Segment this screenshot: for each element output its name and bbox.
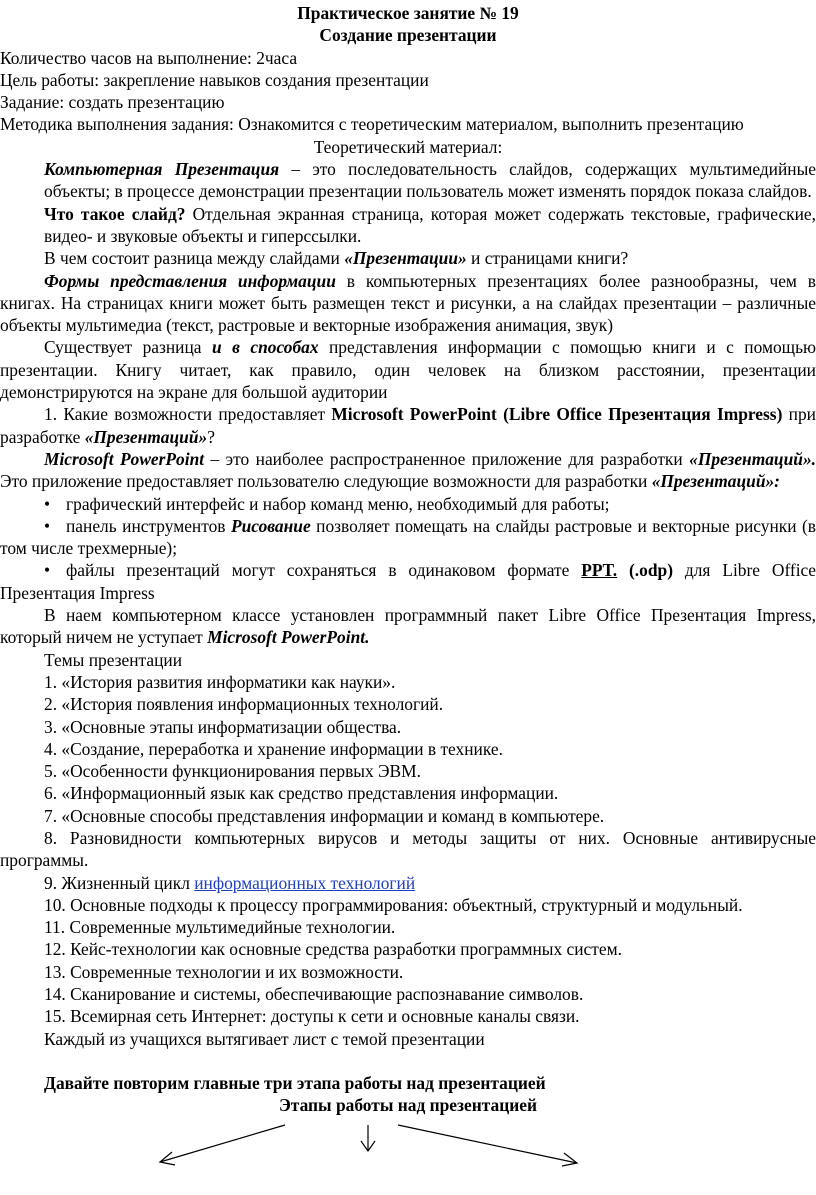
exists-text-2: представления информации с помощью книги и с помощью презентации. Книгу читает, как правило, один человек на близком расстоянии, презентации демонстрируются на экране для большой аудитории — [0, 337, 816, 403]
bullet-text-3a: файлы презентаций могут сохраняться в одинаковом формате — [66, 560, 582, 581]
forms-text: в компьютерных презентациях более разнообразны, чем в книгах. На страницах книги может быть размещен текст и рисунки, а на слайдах презентации – различные объекты мультимедиа (текст, растровые и векторные изображения анимация, звук) — [0, 270, 816, 336]
slide-paragraph — [0, 203, 816, 248]
bullet-text-2b: позволяет помещать на слайды растровые и векторные рисунки (в том числе трехмерные); — [0, 515, 816, 559]
topic-item-11: 11. Современные мультимедийные технологии. — [44, 917, 396, 938]
question-1 — [0, 403, 816, 448]
powerpoint-paragraph — [0, 448, 816, 493]
arrow-right-icon — [398, 1125, 577, 1166]
bullet-item-3 — [0, 559, 816, 604]
powerpoint-text-2: Это приложение предоставляет пользователю следующие возможности для разработки — [0, 471, 652, 492]
powerpoint-term-3: «Презентаций»: — [651, 471, 780, 492]
classroom-text: В наем компьютерном классе установлен программный пакет Libre Office Презентация Impress, который ничем не уступает — [0, 605, 816, 648]
topic-item-15: 15. Всемирная сеть Интернет: доступы к сети и основные каналы связи. — [44, 1006, 580, 1027]
question-1-number: 1. — [44, 404, 64, 425]
slide-question: Что такое слайд? — [44, 203, 186, 224]
definition-text: – это последовательность слайдов, содержащих мультимедийные объекты; в процессе демонстрации презентации пользователь может изменять порядок показа слайдов. — [44, 159, 816, 202]
odp-format: (.odp) — [629, 560, 673, 581]
spacer — [0, 1050, 816, 1072]
topic-item-10: 10. Основные подходы к процессу программирования: объектный, структурный и модульный. — [44, 894, 743, 915]
stages-subheading: Этапы работы над презентацией — [279, 1095, 537, 1116]
page-subtitle: Создание презентации — [319, 25, 497, 46]
bullet-item-2 — [0, 515, 816, 560]
topic-item-5: 5. «Особенности функционирования первых ЭВМ. — [44, 761, 421, 782]
difference-text-1: В чем состоит разница между слайдами — [44, 248, 345, 269]
question-1-text-3: ? — [207, 426, 215, 447]
method-line: Методика выполнения задания: Ознакомится с теоретическим материалом, выполнить презентацию — [0, 114, 744, 135]
powerpoint-term-2: «Презентаций». — [689, 448, 816, 469]
bullet-text-3b: для Libre Office Презентация Impress — [0, 560, 816, 603]
exists-term: и в способах — [212, 337, 319, 358]
arrow-left-icon — [160, 1125, 285, 1165]
powerpoint-text-1: – это наиболее распространенное приложение для разработки — [204, 448, 690, 469]
forms-term: Формы представления информации — [44, 270, 336, 291]
classroom-term: Microsoft PowerPoint. — [207, 627, 370, 648]
exists-paragraph — [0, 336, 816, 403]
bullet-icon: • — [44, 560, 51, 581]
page-title: Практическое занятие № 19 — [297, 3, 519, 23]
arrow-down-icon — [361, 1125, 375, 1151]
question-1-term: Microsoft PowerPoint (Libre Office Презентация Impress) — [331, 404, 783, 425]
topic-item-9 — [0, 872, 816, 894]
question-1-text-1: Какие возможности предоставляет — [63, 404, 332, 425]
stages-heading: Давайте повторим главные три этапа работы над презентацией — [44, 1072, 546, 1093]
exists-text-1: Существует разница — [44, 337, 212, 358]
topics-closing: Каждый из учащихся вытягивает лист с темой презентации — [44, 1028, 485, 1049]
topic-item-12: 12. Кейс-технологии как основные средства разработки программных систем. — [44, 939, 622, 960]
bullet-space — [617, 560, 629, 580]
topic-item-14: 14. Сканирование и системы, обеспечивающие распознавание символов. — [44, 984, 584, 1005]
bullet-icon: • — [44, 493, 51, 514]
topic-item-6: 6. «Информационный язык как средство представления информации. — [44, 783, 559, 804]
topic-item-2: 2. «История появления информационных технологий. — [44, 694, 444, 715]
topics-heading: Темы презентации — [44, 649, 182, 670]
bullet-icon: • — [44, 515, 51, 536]
question-1-text-2: при разработке — [0, 404, 816, 447]
slide-text: Отдельная экранная страница, которая может содержать текстовые, графические, видео- и звуковые объекты и гиперссылки. — [44, 203, 816, 246]
topic-item-4: 4. «Создание, переработка и хранение информации в технике. — [44, 738, 503, 759]
topic-item-8: 8. Разновидности компьютерных вирусов и методы защиты от них. Основные антивирусные программы. — [0, 827, 816, 871]
topic-item-7: 7. «Основные способы представления информации и команд в компьютере. — [44, 805, 605, 826]
topic-item-3: 3. «Основные этапы информатизации общества. — [44, 716, 402, 737]
topic-item-1: 1. «История развития информатики как науки». — [44, 671, 396, 692]
classroom-paragraph — [0, 604, 816, 649]
difference-text-2: и страницами книги? — [466, 248, 629, 269]
forms-paragraph — [0, 270, 816, 337]
bullet-text-1: графический интерфейс и набор команд меню, необходимый для работы; — [66, 493, 610, 514]
difference-question — [0, 247, 816, 269]
definition-paragraph — [0, 158, 816, 203]
stages-arrows — [0, 1120, 816, 1190]
topic-9-link[interactable]: информационных технологий — [194, 872, 416, 893]
topic-9-text: 9. Жизненный цикл — [44, 872, 195, 893]
question-1-term-2: «Презентаций» — [84, 426, 208, 447]
hours-line: Количество часов на выполнение: 2часа — [0, 47, 298, 68]
ppt-format: PPT. — [581, 560, 618, 581]
difference-term: «Презентации» — [344, 248, 467, 269]
task-line: Задание: создать презентацию — [0, 92, 225, 113]
theory-heading: Теоретический материал: — [313, 136, 503, 157]
bullet-text-2a: панель инструментов — [66, 515, 231, 536]
bullet-term-2: Рисование — [231, 515, 311, 536]
powerpoint-term: Microsoft PowerPoint — [44, 448, 205, 469]
bullet-item-1 — [0, 493, 816, 515]
topic-item-13: 13. Современные технологии и их возможности. — [44, 961, 404, 982]
goal-line: Цель работы: закрепление навыков создания презентации — [0, 69, 429, 90]
definition-term: Компьютерная Презентация — [44, 159, 280, 180]
